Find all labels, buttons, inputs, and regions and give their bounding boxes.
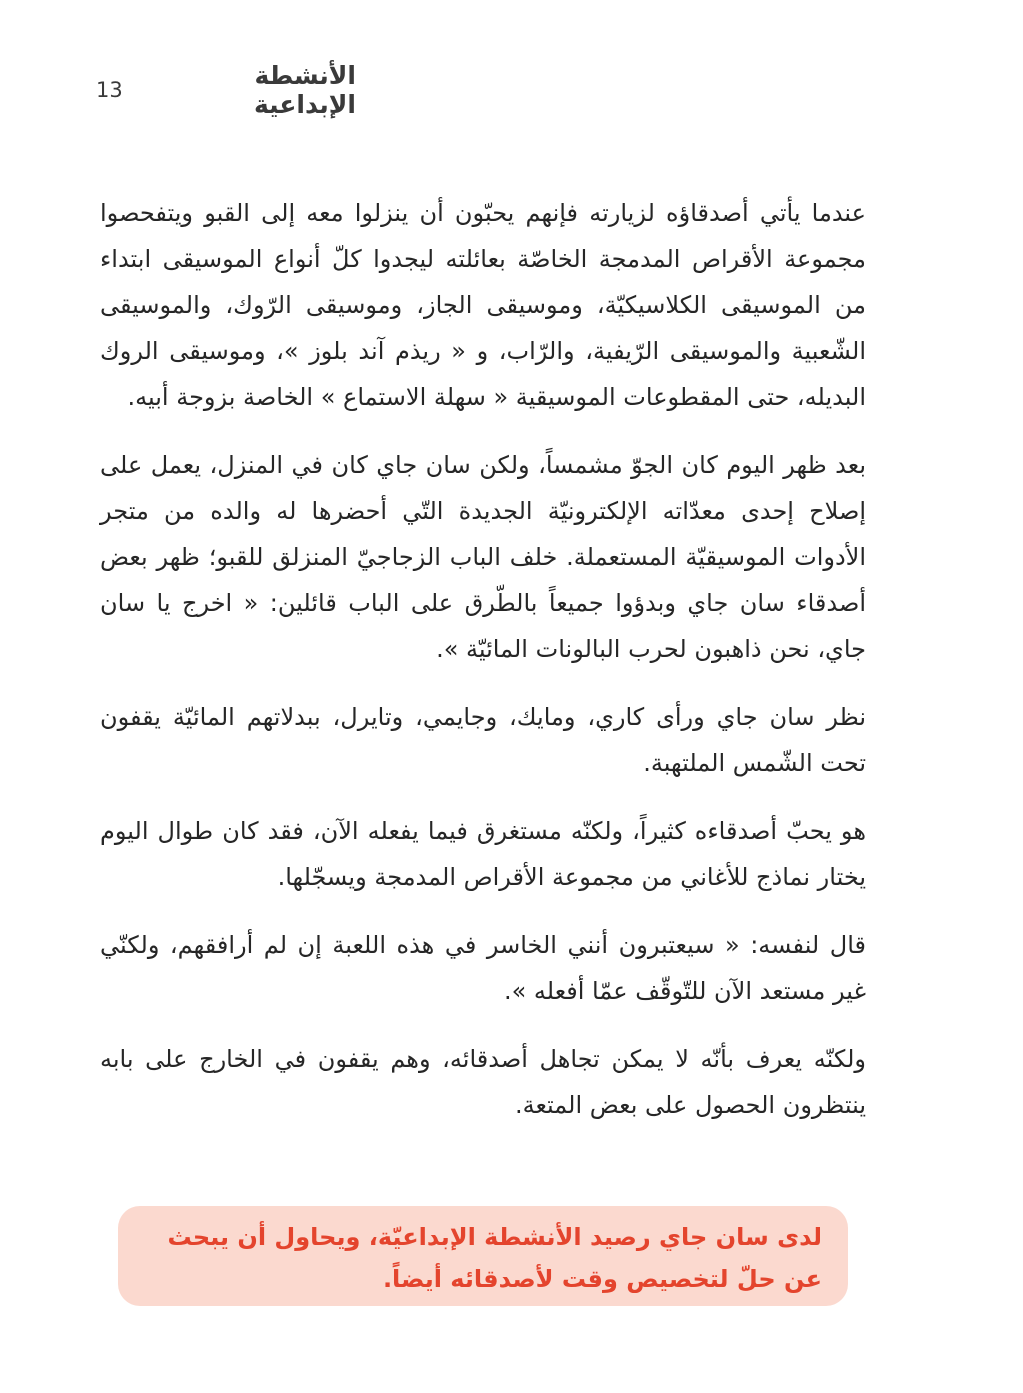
- page-number: 13: [96, 78, 123, 102]
- paragraph-3: نظر سان جاي ورأى كاري، ومايك، وجايمي، وتايرل، ببدلاتهم المائيّة يقفون تحت الشّمس الملتهبة.: [100, 703, 866, 777]
- paragraph-4: هو يحبّ أصدقاءه كثيراً، ولكنّه مستغرق فيما يفعله الآن، فقد كان طوال اليوم يختار نماذج للأغاني من مجموعة الأقراص المدمجة ويسجّلها.: [100, 817, 866, 891]
- paragraph-5: قال لنفسه: « سيعتبرون أنني الخاسر في هذه اللعبة إن لم أرافقهم، ولكنّي غير مستعد الآن للتّوقّف عمّا أفعله ».: [100, 931, 866, 1005]
- body-text: [100, 190, 866, 1150]
- highlight-callout: [118, 1206, 848, 1306]
- running-title: الأنشطة الإبداعية: [253, 61, 356, 119]
- callout-text: لدى سان جاي رصيد الأنشطة الإبداعيّة، ويحاول أن يبحث عن حلّ لتخصيص وقت لأصدقائه أيضاً.: [167, 1223, 822, 1293]
- paragraph-6: ولكنّه يعرف بأنّه لا يمكن تجاهل أصدقائه، وهم يقفون في الخارج على بابه ينتظرون الحصول على بعض المتعة.: [100, 1045, 866, 1119]
- page-header: [96, 61, 356, 119]
- paragraph-1: عندما يأتي أصدقاؤه لزيارته فإنهم يحبّون أن ينزلوا معه إلى القبو ويتفحصوا مجموعة الأقراص المدمجة الخاصّة بعائلته ليجدوا كلّ أنواع الموسيقى ابتداء من الموسيقى الكلاسيكيّة، وموسيقى الجاز، وموسيقى الرّوك، والموسيقى الشّعبية والموسيقى الرّيفية، والرّاب، و « ريذم آند بلوز »، وموسيقى الروك البديله، حتى المقطوعات الموسيقية « سهلة الاستماع » الخاصة بزوجة أبيه.: [100, 199, 866, 411]
- paragraph-2: بعد ظهر اليوم كان الجوّ مشمساً، ولكن سان جاي كان في المنزل، يعمل على إصلاح إحدى معدّاته الإلكترونيّة الجديدة التّي أحضرها له والده من متجر الأدوات الموسيقيّة المستعملة. خلف الباب الزجاجيّ المنزلق للقبو؛ ظهر بعض أصدقاء سان جاي وبدؤوا جميعاً بالطّرق على الباب قائلين: « اخرج يا سان جاي، نحن ذاهبون لحرب البالونات المائيّة ».: [100, 451, 866, 663]
